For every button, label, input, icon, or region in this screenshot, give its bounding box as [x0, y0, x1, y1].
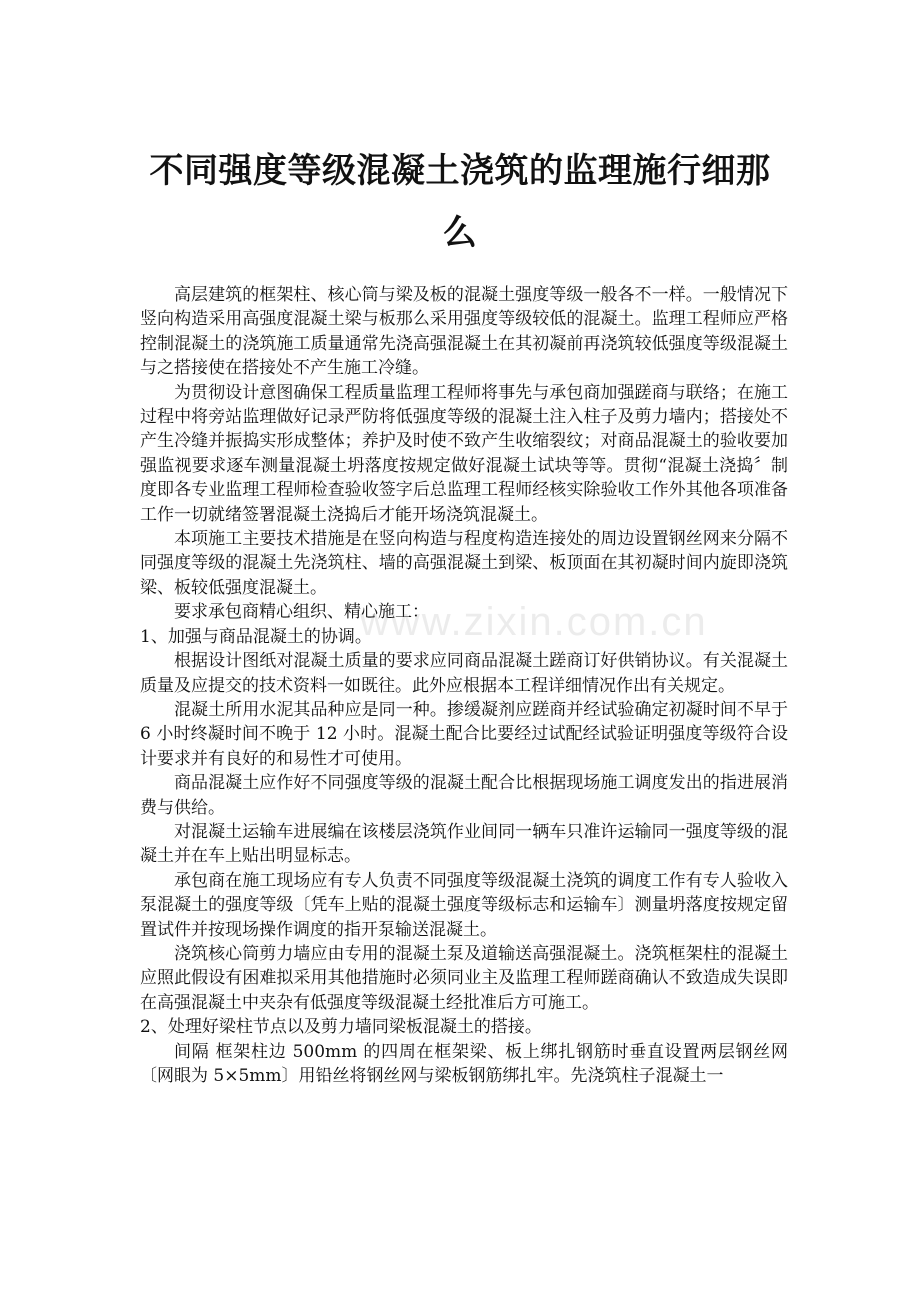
watermark: www.zixin.com.cn [360, 600, 708, 644]
paragraph: 商品混凝土应作好不同强度等级的混凝土配合比根据现场施工调度发出的指进展消费与供给。 [140, 773, 788, 818]
paragraph: 为贯彻设计意图确保工程质量监理工程师将事先与承包商加强蹉商与联络；在施工过程中将旁站监理做好记录严防将低强度等级的混凝土注入柱子及剪力墙内；搭接处不产生冷缝并振捣实形成整体；养护及时使不致产生收缩裂纹；对商品混凝土的验收要加强监视要求逐车测量混凝土坍落度按规定做好混凝土试块等等。贯彻“混凝土浇捣〞制度即各专业监理工程师检查验收签字后总监理工程师经核实除验收工作外其他各项准备工作一切就绪签署混凝土浇捣后才能开场浇筑混凝土。 [140, 382, 788, 525]
paragraph: 要求承包商精心组织、精心施工： [174, 602, 429, 623]
paragraph: 本项施工主要技术措施是在竖向构造与程度构造连接处的周边设置钢丝网来分隔不同强度等级的混凝土先浇筑柱、墙的高强混凝土到梁、板顶面在其初凝时间内旋即浇筑梁、板较低强度混凝土。 [140, 529, 788, 598]
paragraph: 浇筑核心筒剪力墙应由专用的混凝土泵及道输送高强混凝土。浇筑框架柱的混凝土应照此假设有困难拟采用其他措施时必须同业主及监理工程师蹉商确认不致造成失误即在高强混凝土中夹杂有低强度等级混凝土经批准后方可施工。 [140, 943, 788, 1013]
paragraph: 混凝土所用水泥其品种应是同一种。掺缓凝剂应蹉商并经试验确定初凝时间不早于 6 小时终凝时间不晚于 12 小时。混凝土配合比要经过试配经试验证明强度等级符合设计要求并有良好的和易性才可使用。 [140, 699, 788, 769]
paragraph: 承包商在施工现场应有专人负责不同强度等级混凝土浇筑的调度工作有专人验收入泵混凝土的强度等级〔凭车上贴的混凝土强度等级标志和运输车〕测量坍落度按规定留置试件并按现场操作调度的指开泵输送混凝土。 [140, 870, 788, 940]
section-heading: 1、加强与商品混凝土的协调。 [140, 626, 372, 647]
paragraph: 对混凝土运输车进展编在该楼层浇筑作业间同一辆车只准许运输同一强度等级的混凝土并在车上贴出明显标志。 [140, 821, 788, 867]
paragraph: 高层建筑的框架柱、核心筒与梁及板的混凝土强度等级一般各不一样。一般情况下竖向构造采用高强度混凝土梁与板那么采用强度等级较低的混凝土。监理工程师应严格控制混凝土的浇筑施工质量通常先浇高强混凝土在其初凝前再浇筑较低强度等级混凝土与之搭接使在搭接处不产生施工冷缝。 [140, 285, 788, 379]
document-body [140, 283, 788, 1088]
paragraph: 根据设计图纸对混凝土质量的要求应同商品混凝土蹉商订好供销协议。有关混凝土质量及应提交的技术资料一如既往。此外应根据本工程详细情况作出有关规定。 [140, 651, 788, 696]
paragraph: 间隔 框架柱边 500mm 的四周在框架梁、板上绑扎钢筋时垂直设置两层钢丝网〔网眼为 5×5mm〕用铅丝将钢丝网与梁板钢筋绑扎牢。先浇筑柱子混凝土一 [140, 1041, 788, 1086]
section-heading: 2、处理好梁柱节点以及剪力墙同梁板混凝土的搭接。 [140, 1017, 542, 1038]
document-title: 不同强度等级混凝土浇筑的监理施行细那么 [149, 151, 771, 253]
